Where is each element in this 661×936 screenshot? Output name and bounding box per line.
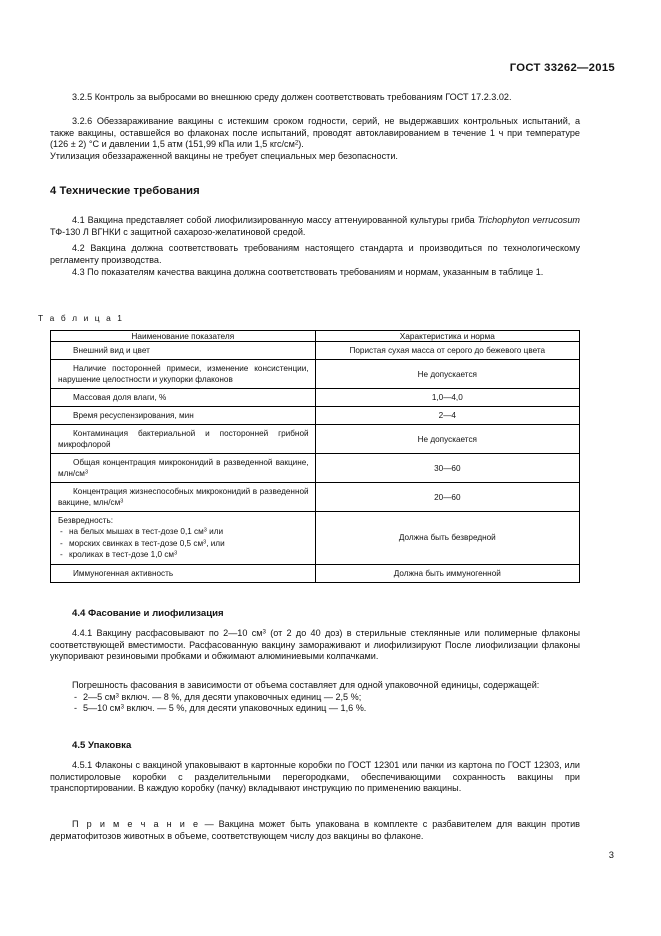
clause-3-2-6-block	[50, 116, 580, 163]
clause-3-2-5: 3.2.5 Контроль за выбросами во внешнюю среду должен соответствовать требованиям ГОСТ 17.2.3.02.	[72, 92, 512, 102]
dose-text: морских свинках в тест-дозе 0,5 см	[69, 538, 204, 548]
row-name	[51, 512, 315, 564]
tolerance-list	[50, 692, 580, 715]
clause-4-5-1: 4.5.1 Флаконы с вакциной упаковывают в картонные коробки по ГОСТ 12301 или пачки из картона по ГОСТ 12303, или полистироловые коробки с разделительными перегородками, обеспечивающими сохранность вакцины при транспортировании. В каждую коробку (пачку) вкладывают инструкцию по применению вакцины.	[50, 760, 580, 794]
clause-4-4-1-text-a: 4.4.1 Вакцину расфасовывают по 2—10 см	[72, 628, 263, 638]
row-name: Наличие посторонней примеси, изменение консистенции, нарушение целостности и укупорки флаконов	[58, 364, 309, 384]
table-header-name: Наименование показателя	[51, 331, 316, 342]
section-4-5-title: 4.5 Упаковка	[72, 740, 132, 751]
row-value: 30—60	[434, 463, 461, 473]
row-name: Время ресуспензирования, мин	[73, 411, 194, 420]
clause-4-1-text-a: 4.1 Вакцина представляет собой лиофилизированную массу аттенуированной культуры гриба	[72, 215, 478, 225]
tolerance-intro: Погрешность фасования в зависимости от объема составляет для одной упаковочной единицы, содержащей:	[72, 680, 540, 690]
dose-text: кроликах в тест-дозе 1,0 см	[69, 550, 175, 560]
table-row	[51, 425, 580, 454]
clause-4-5-1-block	[50, 760, 580, 795]
note-label: П р и м е ч а н и е	[72, 819, 200, 829]
row-name-text: Общая концентрация микроконидий в разведенной вакцине, млн/см	[58, 458, 309, 478]
table-header-value: Характеристика и норма	[315, 331, 579, 342]
species-name-italic: Trichophyton verrucosum	[477, 215, 580, 225]
table-row	[51, 407, 580, 425]
dose-suffix: или	[206, 527, 224, 536]
clause-4-1-block	[50, 215, 580, 238]
table-row-safety	[51, 512, 580, 565]
table-row	[51, 360, 580, 389]
list-item	[58, 538, 309, 550]
table-header-row	[51, 331, 580, 342]
row-name: Внешний вид и цвет	[73, 346, 150, 355]
tolerance-suffix: включ. — 5 %, для десяти упаковочных единиц — 1,6 %.	[124, 703, 367, 714]
list-item	[58, 526, 309, 538]
clause-4-3-block	[50, 267, 580, 279]
note-text: — Вакцина может быть упакована в комплекте с разбавителем для вакцин против дерматофитозов животных в объеме, соответствующем числу доз вакцины во флаконе.	[50, 819, 580, 841]
superscript-cubic: 3	[115, 692, 119, 700]
section-4-title: 4 Технические требования	[50, 185, 200, 197]
clause-3-2-6	[50, 116, 580, 151]
safety-dose-list	[58, 526, 309, 561]
table-row	[51, 454, 580, 483]
tolerance-block	[50, 680, 580, 715]
clause-4-4-1-text-b: (от 2 до 40 доз) в стерильные стеклянные или полимерные флаконы соответствующей вместимости. Расфасованную вакцину замораживают и лиофилизируют После лиофилизации флаконы укупоривают резиновыми пробками и обжимают алюминиевыми колпачками.	[50, 628, 580, 662]
section-4-4-heading-block	[50, 608, 580, 619]
row-value: 20—60	[434, 492, 461, 502]
row-name: Иммуногенная активность	[73, 568, 174, 578]
row-name: Контаминация бактериальной и посторонней грибной микрофлорой	[58, 429, 309, 449]
clause-4-4-1-block	[50, 628, 580, 663]
row-name	[51, 454, 315, 482]
table-row	[51, 483, 580, 512]
superscript-cubic: 3	[120, 703, 125, 711]
dose-suffix: , или	[206, 538, 225, 548]
tolerance-text: 2—5 см	[83, 691, 116, 702]
tolerance-suffix: включ. — 8 %, для десяти упаковочных единиц — 2,5 %;	[118, 691, 362, 702]
row-value: Должна быть безвредной	[398, 533, 496, 543]
clause-3-2-6-text-b: ).	[298, 139, 304, 150]
specification-table	[50, 330, 580, 583]
clause-4-4-1	[50, 628, 580, 663]
row-name-text: Концентрация жизнеспособных микроконидий в разведенной вакцине, млн/см	[58, 487, 309, 507]
clause-4-1	[50, 215, 580, 238]
row-name	[51, 483, 315, 511]
superscript-cubic: 3	[262, 628, 266, 636]
row-value: Должна быть иммуногенной	[393, 568, 501, 578]
running-head: ГОСТ 33262—2015	[509, 62, 615, 74]
list-item	[50, 692, 580, 704]
table-caption: Т а б л и ц а 1	[38, 313, 125, 323]
clause-3-2-6-text-a: 3.2.6 Обеззараживание вакцины с истекшим сроком годности, серий, не выдержавших контрольных испытаний, а также вакцины, оставшейся во флаконах после испытаний, проводят автоклавированием в течение 1 ч при температуре (126 ± 2) °С и давлении 1,5 атм (151,99 кПа или 1,5 кгс/см	[50, 116, 580, 150]
superscript-cubic: 3	[203, 527, 207, 534]
table-row	[51, 564, 580, 582]
superscript-cubic: 3	[84, 469, 89, 476]
superscript-cubic: 3	[120, 498, 124, 505]
page-number: 3	[608, 849, 614, 860]
row-value: 2—4	[438, 411, 456, 420]
clause-3-2-6-tail: Утилизация обеззараженной вакцины не требует специальных мер безопасности.	[50, 151, 398, 162]
clause-4-1-text-b: ТФ-130 Л ВГНКИ с защитной сахарозо-желатиновой средой.	[50, 226, 306, 237]
list-item	[58, 549, 309, 561]
section-4-4-title: 4.4 Фасование и лиофилизация	[72, 608, 224, 619]
clause-3-2-5-block	[50, 92, 580, 104]
dose-text: на белых мышах в тест-дозе 0,1 см	[69, 527, 204, 536]
table-row	[51, 389, 580, 407]
section-4-5-heading-block	[50, 740, 580, 751]
clause-4-2-block	[50, 243, 580, 266]
row-value: Не допускается	[417, 369, 477, 379]
tolerance-text: 5—10 см	[83, 703, 121, 714]
row-value: Пористая сухая масса от серого до бежевого цвета	[349, 346, 546, 355]
safety-heading: Безвредность:	[58, 516, 114, 525]
superscript-square: 2	[294, 139, 299, 147]
row-value: 1,0—4,0	[431, 393, 463, 402]
note-block	[50, 819, 580, 842]
table-row	[51, 342, 580, 360]
note	[50, 819, 580, 842]
row-name: Массовая доля влаги, %	[73, 393, 167, 402]
list-item	[50, 703, 580, 715]
clause-4-3: 4.3 По показателям качества вакцина должна соответствовать требованиям и нормам, указанным в таблице 1.	[72, 267, 544, 277]
superscript-cubic: 3	[203, 539, 207, 546]
clause-4-2: 4.2 Вакцина должна соответствовать требованиям настоящего стандарта и производиться по технологическому регламенту производства.	[50, 243, 580, 265]
section-4-heading-block	[50, 185, 580, 197]
row-value: Не допускается	[417, 434, 477, 444]
superscript-cubic: 3	[174, 550, 178, 557]
